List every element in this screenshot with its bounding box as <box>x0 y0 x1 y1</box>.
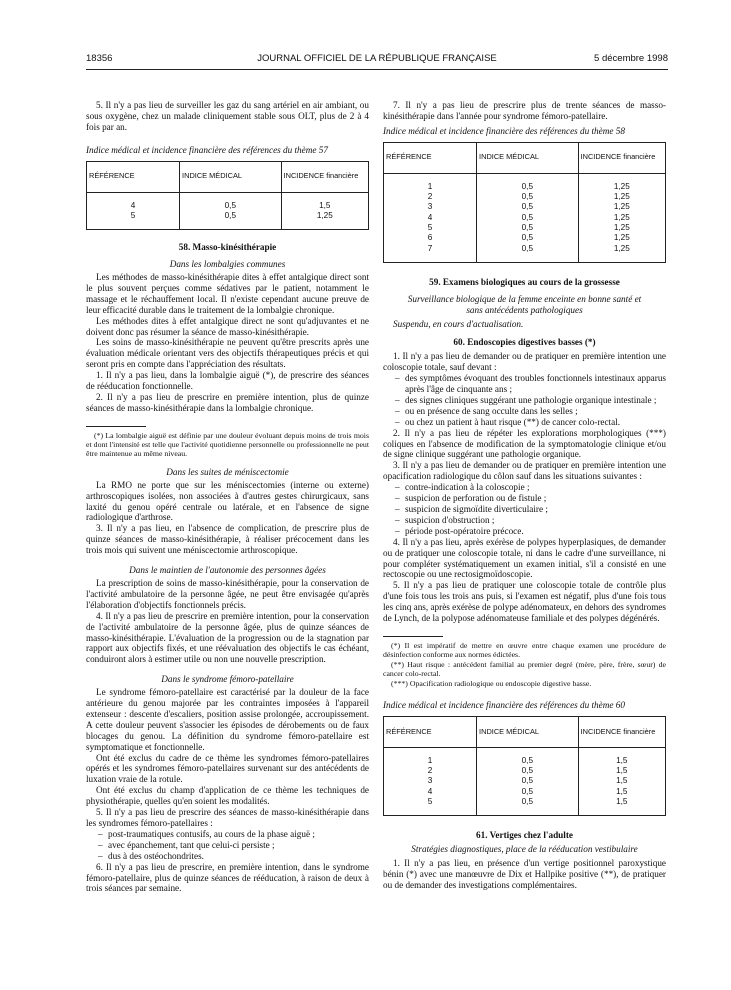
table-cell: 1,5 <box>578 797 665 807</box>
table-cell: 3 <box>384 776 477 786</box>
left-column <box>86 100 369 894</box>
table-row <box>384 244 666 254</box>
list-item: – période post-opératoire précoce. <box>395 526 666 537</box>
column-header: INDICE MÉDICAL <box>477 142 579 173</box>
bullet-list <box>86 829 369 862</box>
right-column <box>383 100 666 891</box>
section-title: 58. Masso-kinésithérapie <box>178 242 277 253</box>
table-cell: 1,25 <box>578 244 665 254</box>
table-cell: 5 <box>87 211 180 221</box>
table-cell: 0,5 <box>477 244 579 254</box>
subsection-title: Dans les suites de méniscectomie <box>166 466 289 477</box>
table-cell: 1,5 <box>281 201 368 211</box>
table-cell: 1,25 <box>578 182 665 192</box>
table-cell: 1,25 <box>578 213 665 223</box>
subsection-title: Surveillance biologique de la femme enceinte en bonne santé et sans antécédents pathologiques <box>407 293 642 315</box>
paragraph: 6. Il n'y a pas lieu de prescrire, en première intention, dans le syndrome fémoro-patellaire, plus de quinze séances de rééducation, à raison de deux à trois séances par semaine. <box>86 861 369 894</box>
paragraph: 5. Il n'y a pas lieu de prescrire des séances de masso-kinésithérapie dans les syndromes fémoro-patellaires : <box>86 807 369 828</box>
paragraph: Ont été exclus du champ d'application de ce thème les techniques de physiothérapie, quelles qu'en soient les modalités. <box>86 785 369 807</box>
table-cell: 0,5 <box>477 192 579 202</box>
table-caption: Indice médical et incidence financière des références du thème 57 <box>86 144 328 155</box>
table-caption: Indice médical et incidence financière des références du thème 60 <box>383 699 625 710</box>
list-item: – dus à des ostéochondrites. <box>98 851 369 862</box>
column-header: RÉFÉRENCE <box>384 142 477 173</box>
table-cell: 4 <box>384 787 477 797</box>
footnote: (*) Il est impératif de mettre en œuvre entre chaque examen une procédure de désinfection conforme aux normes édictées. <box>383 640 666 659</box>
page-number: 18356 <box>86 53 113 64</box>
footnote-rule <box>383 636 443 637</box>
paragraph: 4. Il n'y a pas lieu, après exérèse de polypes hyperplasiques, de demander ou de pratiquer une coloscopie totale, ni dans le cadre d'une surveillance, ni pour compléter systématiquement un examen initial, s'il a consisté en une rectoscopie ou une rectosigmoïdoscopie. <box>383 536 666 580</box>
section-title: 60. Endoscopies digestives basses (*) <box>453 337 596 348</box>
column-header: INCIDENCE financière <box>281 161 368 192</box>
paragraph: Ont été exclus du cadre de ce thème les syndromes fémoro-patellaires opérés et les syndromes fémoro-patellaires survenant sur des antécédents de luxation vraie de la rotule. <box>86 752 369 785</box>
subsection-title: Dans le maintien de l'autonomie des personnes âgées <box>129 565 326 576</box>
table-caption: Indice médical et incidence financière des références du thème 58 <box>383 125 625 136</box>
table-row <box>384 776 666 786</box>
table-row <box>384 797 666 807</box>
journal-title: JOURNAL OFFICIEL DE LA RÉPUBLIQUE FRANÇAISE <box>257 53 497 64</box>
table-row <box>87 211 369 221</box>
table-cell: 3 <box>384 202 477 212</box>
bullet-list <box>383 482 666 537</box>
table-cell: 4 <box>384 213 477 223</box>
table-cell: 1,25 <box>281 211 368 221</box>
table-cell: 0,5 <box>180 201 282 211</box>
footnote-rule <box>86 426 146 427</box>
footnote: (**) Haut risque : antécédent familial au premier degré (mère, père, frère, sœur) de cancer colo-rectal. <box>383 659 666 678</box>
paragraph: 5. Il n'y a pas lieu de surveiller les gaz du sang artériel en air ambiant, ou sous oxygène, chez un malade cliniquement stable sous OLT, plus de 2 à 4 fois par an. <box>86 100 369 132</box>
page-header <box>86 53 668 67</box>
table-row <box>384 182 666 192</box>
table-row <box>384 202 666 212</box>
paragraph: Suspendu, en cours d'actualisation. <box>393 318 524 329</box>
table-cell: 0,5 <box>477 202 579 212</box>
table-row <box>87 201 369 211</box>
table-cell: 1 <box>384 182 477 192</box>
table-theme-60 <box>383 716 666 816</box>
table-cell: 1,25 <box>578 233 665 243</box>
issue-date: 5 décembre 1998 <box>594 53 668 64</box>
table-cell: 5 <box>384 797 477 807</box>
table-cell: 0,5 <box>477 233 579 243</box>
table-cell: 1,5 <box>578 776 665 786</box>
column-header: INDICE MÉDICAL <box>477 716 579 747</box>
table-cell: 0,5 <box>477 766 579 776</box>
footnote: (***) Opacification radiologique ou endoscopie digestive basse. <box>391 678 592 688</box>
list-item: – avec épanchement, tant que celui-ci persiste ; <box>98 840 369 851</box>
column-header: INCIDENCE financière <box>578 716 665 747</box>
table-cell: 1,25 <box>578 223 665 233</box>
paragraph: 2. Il n'y a pas lieu de prescrire en première intention, plus de quinze séances de masso-kinésithérapie dans la lombalgie chronique. <box>86 392 369 413</box>
table-cell: 7 <box>384 244 477 254</box>
table-row <box>384 233 666 243</box>
list-item: – des symptômes évoquant des troubles fonctionnels intestinaux apparus après l'âge de cinquante ans ; <box>395 373 666 395</box>
table-row <box>384 766 666 776</box>
paragraph: 7. Il n'y a pas lieu de prescrire plus de trente séances de masso-kinésithérapie dans l'année pour syndrome fémoro-patellaire. <box>383 100 666 121</box>
table-cell: 0,5 <box>477 776 579 786</box>
table-cell: 5 <box>384 223 477 233</box>
paragraph: 1. Il n'y a pas lieu, en présence d'un vertige positionnel paroxystique bénin (*) avec une manœuvre de Dix et Hallpike positive (**), de pratiquer ou de demander des investigations complémentaires. <box>383 858 666 890</box>
list-item: – contre-indication à la coloscopie ; <box>395 482 666 493</box>
section-title: 59. Examens biologiques au cours de la grossesse <box>429 276 620 287</box>
paragraph: 3. Il n'y a pas lieu, en l'absence de complication, de prescrire plus de quinze séances de masso-kinésithérapie, à réaliser précocement dans les trois mois qui suivent une méniscectomie arthroscopique. <box>86 523 369 556</box>
list-item: – suspicion de sigmoïdite diverticulaire ; <box>395 504 666 515</box>
list-item: – post-traumatiques contusifs, au cours de la phase aiguë ; <box>98 829 369 840</box>
paragraph: La RMO ne porte que sur les méniscectomies (interne ou externe) arthroscopiques isolées, non associées à d'autres gestes chirurgicaux, sans laxité du genou opéré centrale ou latérale, et en l'absence de signe radiologique d'arthrose. <box>86 479 369 523</box>
list-item: – suspicion d'obstruction ; <box>395 515 666 526</box>
subsection-title: Dans le syndrome fémoro-patellaire <box>161 674 294 685</box>
paragraph: 4. Il n'y a pas lieu de prescrire en première intention, pour la conservation de l'activité ambulatoire de la personne âgée, plus de quinze séances de masso-kinésithérapie. L'évaluation de la progression ou de la stagnation par rapport aux objectifs fixés, et une réévaluation des objectifs le cas échéant, conduiront alors à estimer utile ou non une nouvelle prescription. <box>86 610 369 665</box>
paragraph: Le syndrome fémoro-patellaire est caractérisé par la douleur de la face antérieure du genou majorée par les contraintes imposées à l'appareil extenseur : descente d'escaliers, position assise prolongée, accroupissement. A cette douleur peuvent s'associer les épisodes de dérobements ou de faux blocages du genou. La définition du syndrome fémoro-patellaire est symptomatique et fonctionnelle. <box>86 687 369 752</box>
table-cell: 2 <box>384 192 477 202</box>
list-item: – suspicion de perforation ou de fistule ; <box>395 493 666 504</box>
table-cell: 0,5 <box>477 223 579 233</box>
paragraph: 1. Il n'y a pas lieu, dans la lombalgie aiguë (*), de prescrire des séances de rééducation fonctionnelle. <box>86 370 369 392</box>
paragraph: 1. Il n'y a pas lieu de demander ou de pratiquer en première intention une coloscopie totale, sauf devant : <box>383 351 666 373</box>
table-row <box>384 756 666 766</box>
column-header: RÉFÉRENCE <box>384 716 477 747</box>
table-cell: 1 <box>384 756 477 766</box>
table-cell: 0,5 <box>477 213 579 223</box>
table-cell: 4 <box>87 201 180 211</box>
table-cell: 0,5 <box>477 797 579 807</box>
table-row <box>384 192 666 202</box>
bullet-list <box>383 373 666 428</box>
table-row <box>384 223 666 233</box>
table-cell: 1,5 <box>578 756 665 766</box>
paragraph: 2. Il n'y a pas lieu de répéter les explorations morphologiques (***) coliques en l'absence de modification de la symptomatologie clinique et/ou de signe clinique suggérant une pathologie organique. <box>383 427 666 460</box>
table-theme-58 <box>383 142 666 263</box>
column-header: INCIDENCE financière <box>578 142 665 173</box>
table-cell: 0,5 <box>477 787 579 797</box>
table-cell: 6 <box>384 233 477 243</box>
subsection-title: Stratégies diagnostiques, place de la rééducation vestibulaire <box>411 844 638 855</box>
table-cell: 1,5 <box>578 766 665 776</box>
paragraph: La prescription de soins de masso-kinésithérapie, pour la conservation de l'activité ambulatoire de la personne âgée, ne peut être envisagée qu'après l'élaboration d'objectifs fonctionnels précis. <box>86 577 369 610</box>
subsection-title: Dans les lombalgies communes <box>169 259 286 270</box>
paragraph: Les soins de masso-kinésithérapie ne peuvent qu'être prescrits après une évaluation médicale orientant vers des objectifs thérapeutiques précis et qui seront pris en compte dans l'appréciation des résultats. <box>86 337 369 370</box>
list-item: – des signes cliniques suggérant une pathologie organique intestinale ; <box>395 395 666 406</box>
table-row <box>384 787 666 797</box>
list-item: – ou chez un patient à haut risque (**) de cancer colo-rectal. <box>395 417 666 428</box>
column-header: INDICE MÉDICAL <box>180 161 282 192</box>
table-cell: 0,5 <box>477 756 579 766</box>
table-cell: 1,5 <box>578 787 665 797</box>
section-title: 61. Vertiges chez l'adulte <box>476 830 573 841</box>
paragraph: 3. Il n'y a pas lieu de demander ou de pratiquer en première intention une opacification radiologique du côlon sauf dans les situations suivantes : <box>383 460 666 482</box>
table-cell: 0,5 <box>477 182 579 192</box>
table-row <box>384 213 666 223</box>
paragraph: Les méthodes dites à effet antalgique direct ne sont qu'adjuvantes et ne doivent donc pas résumer la séance de masso-kinésithérapie. <box>86 315 369 337</box>
table-cell: 1,25 <box>578 202 665 212</box>
table-cell: 2 <box>384 766 477 776</box>
paragraph: Les méthodes de masso-kinésithérapie dites à effet antalgique direct sont le plus souvent perçues comme sédatives par le patient, notamment le massage et le réchauffement local. Il n'existe cependant aucune preuve de leur efficacité durable dans le traitement de la lombalgie chronique. <box>86 272 369 315</box>
paragraph: 5. Il n'y a pas lieu de pratiquer une coloscopie totale de contrôle plus d'une fois tous les trois ans puis, si l'examen est négatif, plus d'une fois tous les cinq ans, après exérèse de polype adénomateux, en dehors des syndromes de Lynch, de la polypose adénomateuse familiale et des polypes dégénérés. <box>383 580 666 624</box>
table-cell: 1,25 <box>578 192 665 202</box>
table-theme-57 <box>86 161 369 231</box>
footnote: (*) La lombalgie aiguë est définie par une douleur évoluant depuis moins de trois mois et dont l'intensité est telle que l'activité quotidienne personnelle ou professionnelle ne peut être maintenue au même niveau. <box>86 430 369 458</box>
column-header: RÉFÉRENCE <box>87 161 180 192</box>
header-rule <box>86 69 668 70</box>
table-cell: 0,5 <box>180 211 282 221</box>
list-item: – ou en présence de sang occulte dans les selles ; <box>395 406 666 417</box>
